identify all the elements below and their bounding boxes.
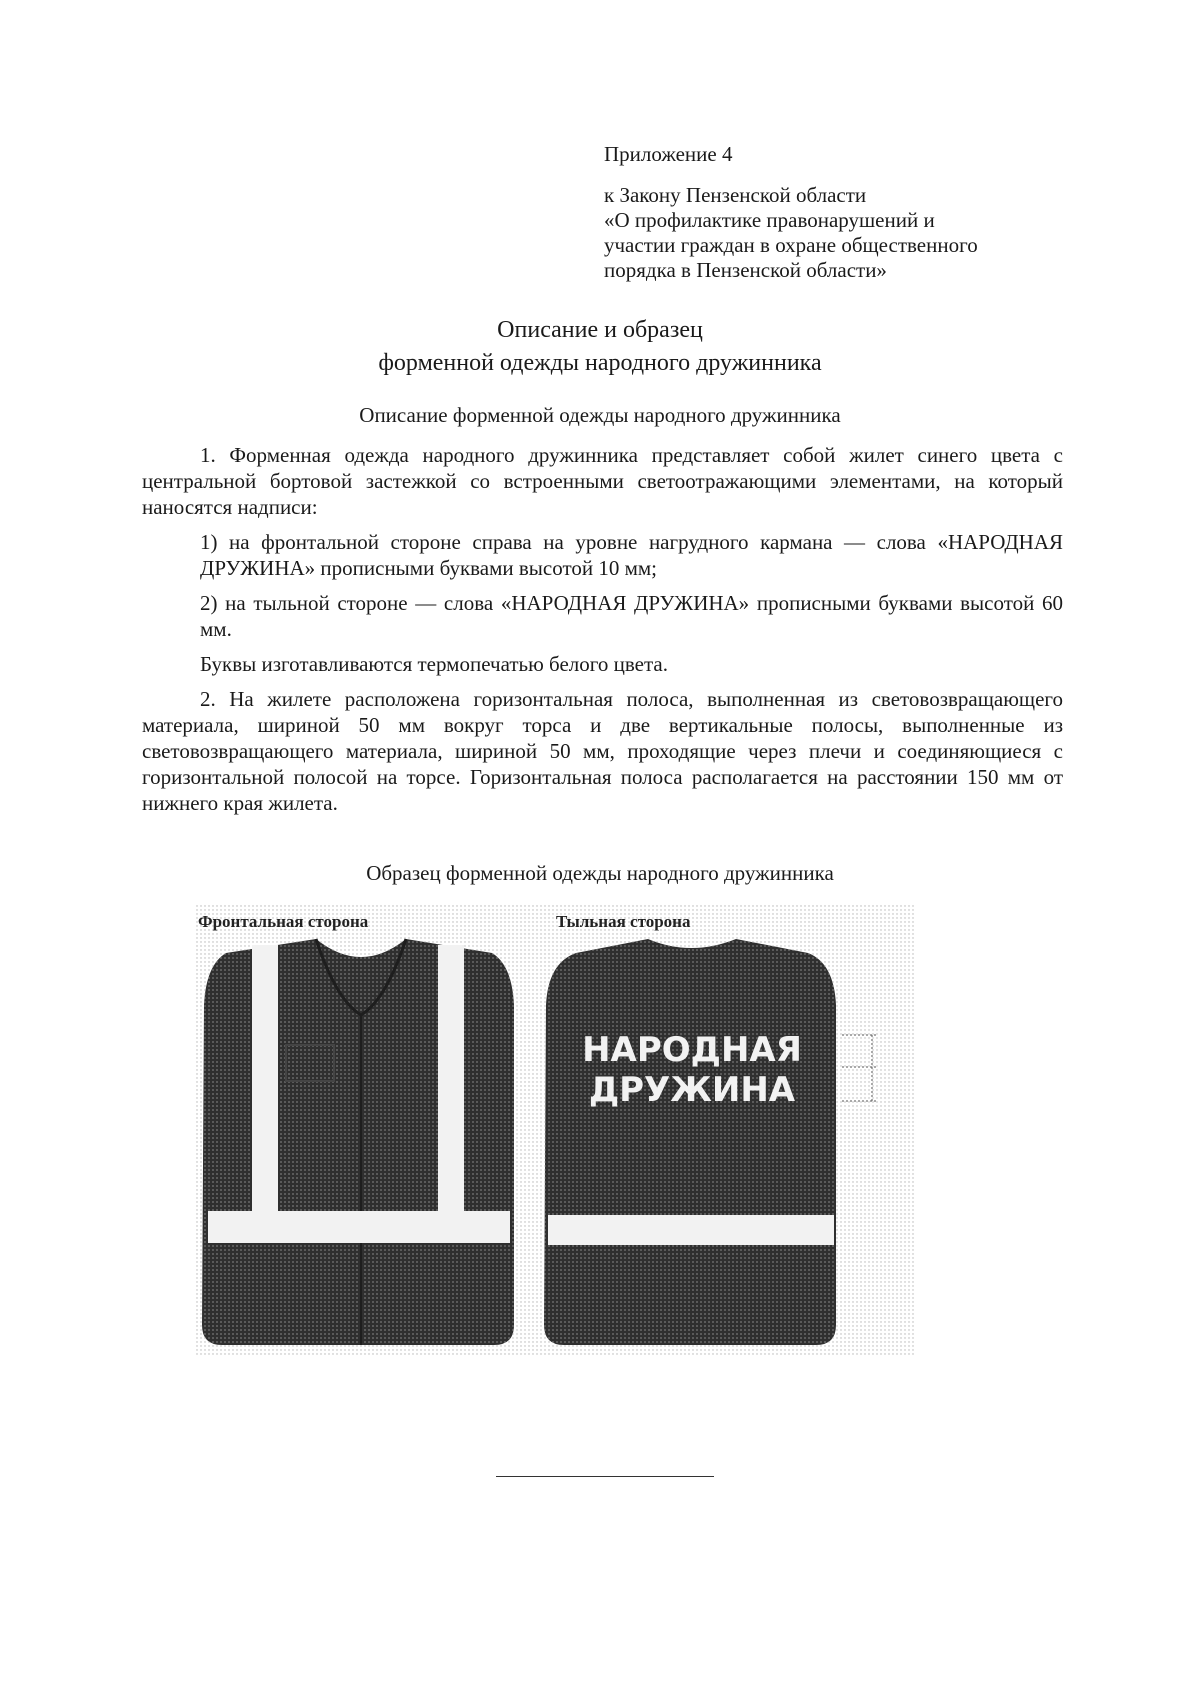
sample-heading: Образец форменной одежды народного дружинника (366, 861, 834, 885)
back-inscription-line2: ДРУЖИНА (588, 1070, 796, 1110)
closing-rule (496, 1476, 714, 1477)
document-title-line: форменной одежды народного дружинника (378, 350, 822, 376)
section-heading: Описание форменной одежды народного дружинника (359, 403, 841, 427)
body-text (142, 442, 1063, 825)
front-vertical-stripe-right (438, 945, 464, 1231)
front-vest (202, 939, 514, 1345)
front-vertical-stripe-left (252, 945, 278, 1231)
paragraph-1-item-2: 2) на тыльной стороне — слова «НАРОДНАЯ ДРУЖИНА» прописными буквами высотой 60 мм. (200, 591, 1063, 641)
front-vest-body (202, 939, 514, 1345)
back-vest-body (544, 939, 836, 1345)
document-title-line: Описание и образец (497, 317, 703, 343)
annex-line: порядка в Пензенской области» (604, 258, 887, 282)
paragraph-1: 1. Форменная одежда народного дружинника представляет собой жилет синего цвета с центральной бортовой застежкой со встроенными светоотражающими элементами, на который наносятся надписи: (142, 443, 1063, 519)
document-title (142, 314, 1058, 380)
paragraph-1-note: Буквы изготавливаются термопечатью белого цвета. (200, 652, 668, 676)
vest-sample-figure (196, 905, 916, 1357)
paragraph-1-item-1: 1) на фронтальной стороне справа на уровне нагрудного кармана — слова «НАРОДНАЯ ДРУЖИНА» прописными буквами высотой 10 мм; (200, 530, 1063, 580)
annex-line: участии граждан в охране общественного (604, 233, 978, 257)
vest-illustration (196, 905, 916, 1357)
front-side-label: Фронтальная сторона (198, 912, 369, 931)
back-side-label: Тыльная сторона (556, 912, 691, 931)
annex-number: Приложение 4 (604, 142, 733, 166)
paragraph-2: 2. На жилете расположена горизонтальная полоса, выполненная из световозвращающего материала, шириной 50 мм вокруг торса и две вертикальные полосы, выполненные из световозвращающего материала, шириной 50 мм, проходящие через плечи и соединяющиеся с горизонтальной полосой на торсе. Горизонтальная полоса располагается на расстоянии 150 мм от нижнего края жилета. (142, 687, 1063, 815)
back-vest (544, 939, 876, 1345)
front-horizontal-stripe (208, 1211, 510, 1243)
annex-line: «О профилактике правонарушений и (604, 208, 935, 232)
back-inscription-line1: НАРОДНАЯ (582, 1030, 802, 1070)
annex-line: к Закону Пензенской области (604, 183, 867, 207)
back-horizontal-stripe (548, 1215, 834, 1245)
annex-block (604, 142, 1084, 283)
